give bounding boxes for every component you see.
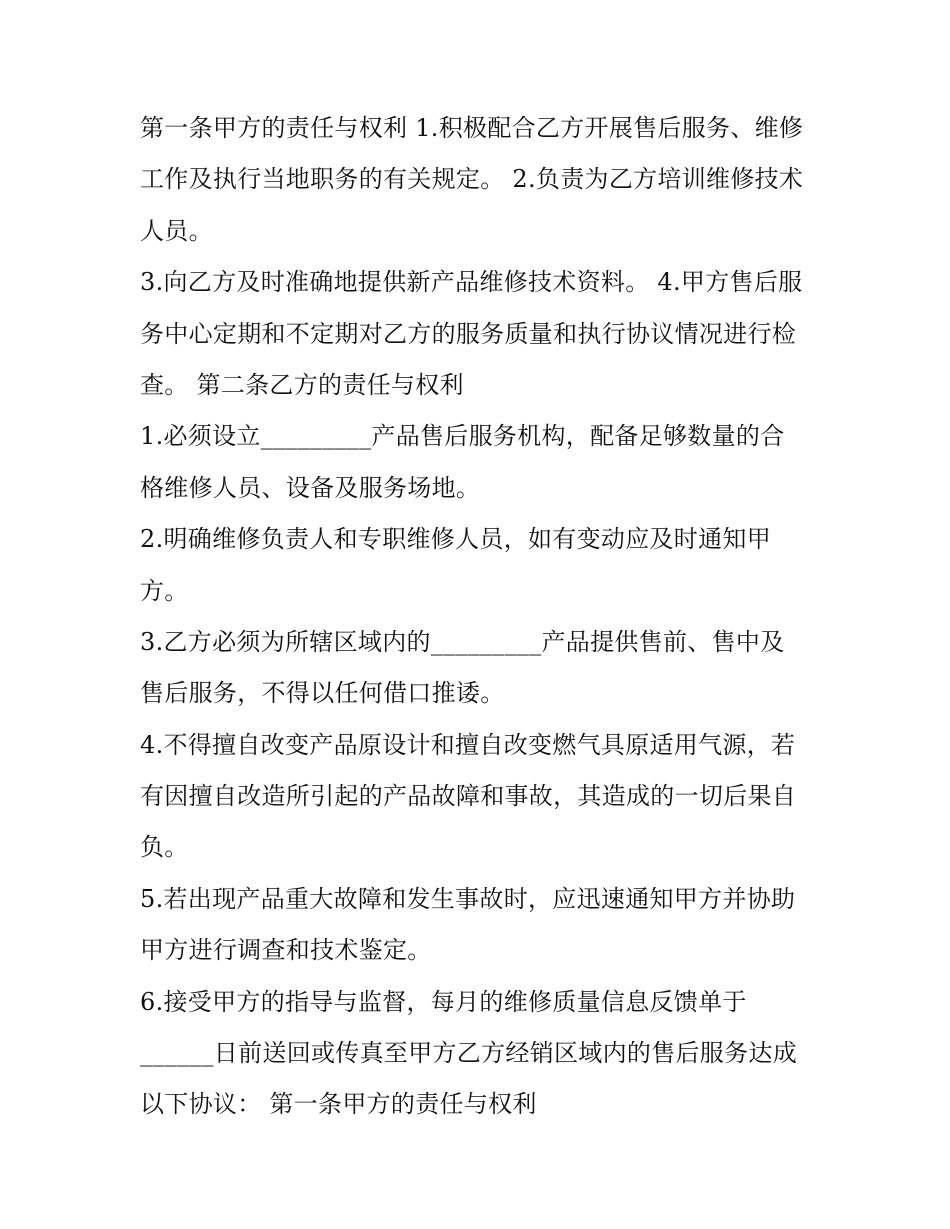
text-line: 工作及执行当地职务的有关规定。 2.负责为乙方培训维修技术	[140, 165, 804, 194]
text-line: 4.不得擅自改变产品原设计和擅自改变燃气具原适用气源，若	[140, 730, 796, 759]
text-line: 格维修人员、设备及服务场地。	[140, 473, 481, 502]
text-line: 售后服务，不得以任何借口推诿。	[140, 679, 505, 708]
document-body	[140, 103, 820, 1131]
text-line: 负。	[140, 833, 189, 862]
text-line: 5.若出现产品重大故障和发生事故时，应迅速通知甲方并协助	[140, 884, 796, 913]
text-line: 以下协议： 第一条甲方的责任与权利	[140, 1090, 537, 1119]
text-line: 第一条甲方的责任与权利 1.积极配合乙方开展售后服务、维修	[140, 114, 804, 142]
text-line: 2.明确维修负责人和专职维修人员，如有变动应及时通知甲	[140, 525, 771, 554]
text-line: 甲方进行调查和技术鉴定。	[140, 936, 432, 965]
text-line: 6.接受甲方的指导与监督，每月的维修质量信息反馈单于	[140, 987, 747, 1016]
text-line: 查。 第二条乙方的责任与权利	[140, 370, 464, 399]
text-line: 3.向乙方及时准确地提供新产品维修技术资料。 4.甲方售后服	[140, 268, 803, 297]
text-line: 1.必须设立_________产品售后服务机构，配备足够数量的合	[140, 422, 785, 451]
text-line: 人员。	[140, 216, 213, 245]
text-line: ______日前送回或传真至甲方乙方经销区域内的售后服务达成	[140, 1039, 797, 1068]
text-line: 有因擅自改造所引起的产品故障和事故，其造成的一切后果自	[140, 782, 797, 811]
text-line: 方。	[140, 576, 189, 605]
text-line: 务中心定期和不定期对乙方的服务质量和执行协议情况进行检	[140, 319, 797, 348]
text-line: 3.乙方必须为所辖区域内的_________产品提供售前、售中及	[140, 627, 785, 656]
